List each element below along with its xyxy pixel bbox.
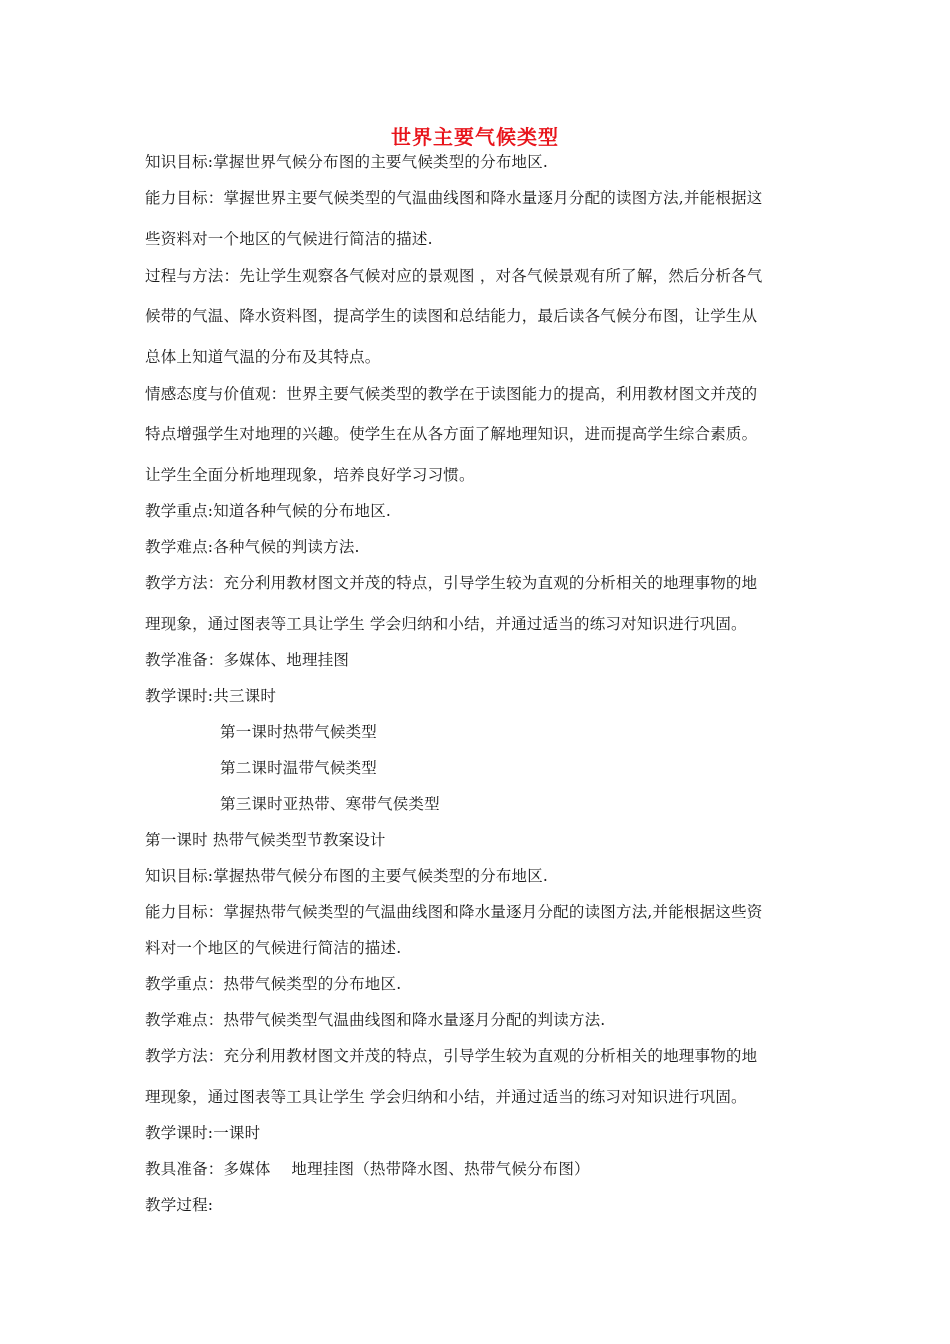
text-line: 第三课时亚热带、寒带气侯类型 <box>220 795 440 813</box>
text-line: 些资料对一个地区的气候进行简洁的描述. <box>145 230 433 248</box>
text-line: 候带的气温、降水资料图，提高学生的读图和总结能力，最后读各气候分布图，让学生从 <box>145 307 758 325</box>
text-line: 过程与方法：先让学生观察各气候对应的景观图 ，对各气候景观有所了解，然后分析各气 <box>145 267 763 285</box>
text-line: 第二课时温带气候类型 <box>220 759 378 777</box>
text-line: 教学准备：多媒体、地理挂图 <box>145 651 350 669</box>
text-line: 教学方法：充分利用教材图文并茂的特点，引导学生较为直观的分析相关的地理事物的地 <box>145 1047 758 1065</box>
text-line: 教学难点：热带气候类型气温曲线图和降水量逐月分配的判读方法. <box>145 1011 606 1029</box>
text-line: 总体上知道气温的分布及其特点。 <box>145 348 381 366</box>
text-line: 情感态度与价值观：世界主要气候类型的教学在于读图能力的提高，利用教材图文并茂的 <box>145 385 758 403</box>
text-line: 教学重点：热带气候类型的分布地区. <box>145 975 402 993</box>
text-line: 理现象，通过图表等工具让学生 学会归纳和小结，并通过适当的练习对知识进行巩固。 <box>145 1088 747 1106</box>
text-line: 理现象，通过图表等工具让学生 学会归纳和小结，并通过适当的练习对知识进行巩固。 <box>145 615 747 633</box>
text-line: 特点增强学生对地理的兴趣。使学生在从各方面了解地理知识，进而提高学生综合素质。 <box>145 425 758 443</box>
text-line: 知识目标:掌握热带气候分布图的主要气候类型的分布地区. <box>145 867 549 885</box>
text-line: 教学重点:知道各种气候的分布地区. <box>145 502 392 520</box>
text-line: 让学生全面分析地理现象，培养良好学习习惯。 <box>145 466 475 484</box>
text-line: 教学方法：充分利用教材图文并茂的特点，引导学生较为直观的分析相关的地理事物的地 <box>145 574 758 592</box>
text-line: 教学课时:共三课时 <box>145 687 277 705</box>
text-line: 教学过程: <box>145 1196 214 1214</box>
text-line: 教具准备：多媒体 地理挂图（热带降水图、热带气候分布图） <box>145 1160 590 1178</box>
text-line: 第一课时热带气候类型 <box>220 723 378 741</box>
text-line: 料对一个地区的气候进行简洁的描述. <box>145 939 402 957</box>
text-line: 能力目标：掌握热带气候类型的气温曲线图和降水量逐月分配的读图方法,并能根据这些资 <box>145 903 763 921</box>
text-line: 能力目标：掌握世界主要气候类型的气温曲线图和降水量逐月分配的读图方法,并能根据这 <box>145 189 763 207</box>
text-line: 教学课时:一课时 <box>145 1124 261 1142</box>
text-line: 第一课时 热带气候类型节教案设计 <box>145 831 386 849</box>
text-line: 知识目标:掌握世界气候分布图的主要气候类型的分布地区. <box>145 153 549 171</box>
text-line: 教学难点:各种气候的判读方法. <box>145 538 360 556</box>
document-title: 世界主要气候类型 <box>391 125 559 149</box>
